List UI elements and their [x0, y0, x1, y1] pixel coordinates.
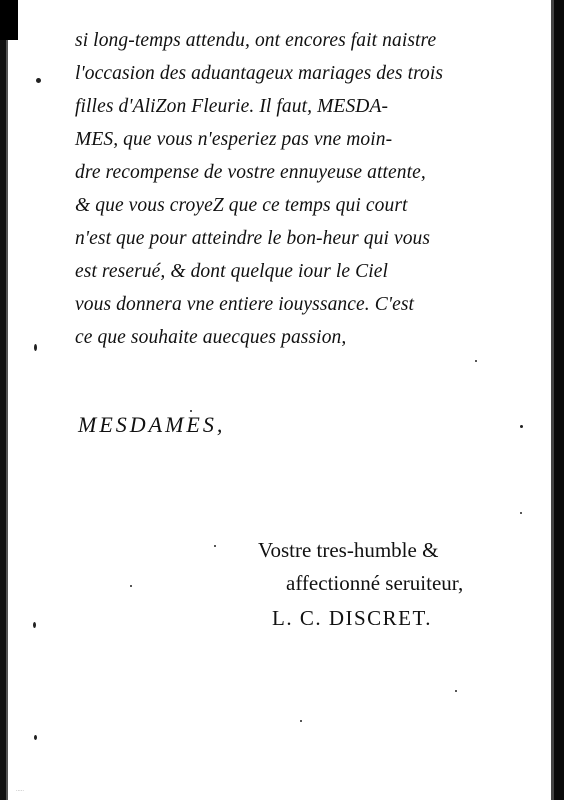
scan-speck	[34, 344, 37, 351]
scan-edge-left-shadow	[6, 0, 8, 800]
scan-speck	[455, 690, 457, 692]
scan-speck	[34, 735, 37, 740]
text-line: filles d'AliZon Fleurie. Il faut, MESDA-	[75, 96, 389, 117]
scan-speck	[520, 425, 523, 428]
scan-speck	[520, 512, 522, 514]
salutation: MESDAMES,	[78, 412, 226, 437]
scan-speck	[130, 585, 132, 587]
text-line: dre recompense de vostre ennuyeuse attente,	[75, 162, 426, 183]
scan-speck	[214, 545, 216, 547]
text-line: est reserué, & dont quelque iour le Ciel	[75, 261, 389, 282]
scan-edge-right	[554, 0, 564, 800]
scan-speck	[33, 622, 36, 628]
text-line: si long-temps attendu, ont encores fait naistre	[75, 30, 437, 51]
scan-speck	[36, 78, 41, 83]
text-line: vous donnera vne entiere iouyssance. C'est	[75, 294, 415, 315]
scan-speck	[190, 410, 192, 412]
text-line: l'occasion des aduantageux mariages des trois	[75, 63, 444, 84]
signature-line-1: Vostre tres-humble &	[258, 538, 439, 562]
scan-speck	[475, 360, 477, 362]
text-line: MES, que vous n'esperiez pas vne moin-	[75, 129, 393, 150]
text-line: & que vous croyeZ que ce temps qui court	[75, 195, 408, 216]
scan-footer-mark: ·····	[16, 788, 24, 794]
text-line: ce que souhaite auecques passion,	[75, 327, 347, 348]
scan-edge-corner	[0, 0, 18, 40]
signature-name: L. C. DISCRET.	[272, 606, 433, 630]
scan-speck	[300, 720, 302, 722]
text-line: n'est que pour atteindre le bon-heur qui vous	[75, 228, 431, 249]
signature-line-2: affectionné seruiteur,	[286, 571, 464, 595]
scan-edge-right-shadow	[551, 0, 554, 800]
